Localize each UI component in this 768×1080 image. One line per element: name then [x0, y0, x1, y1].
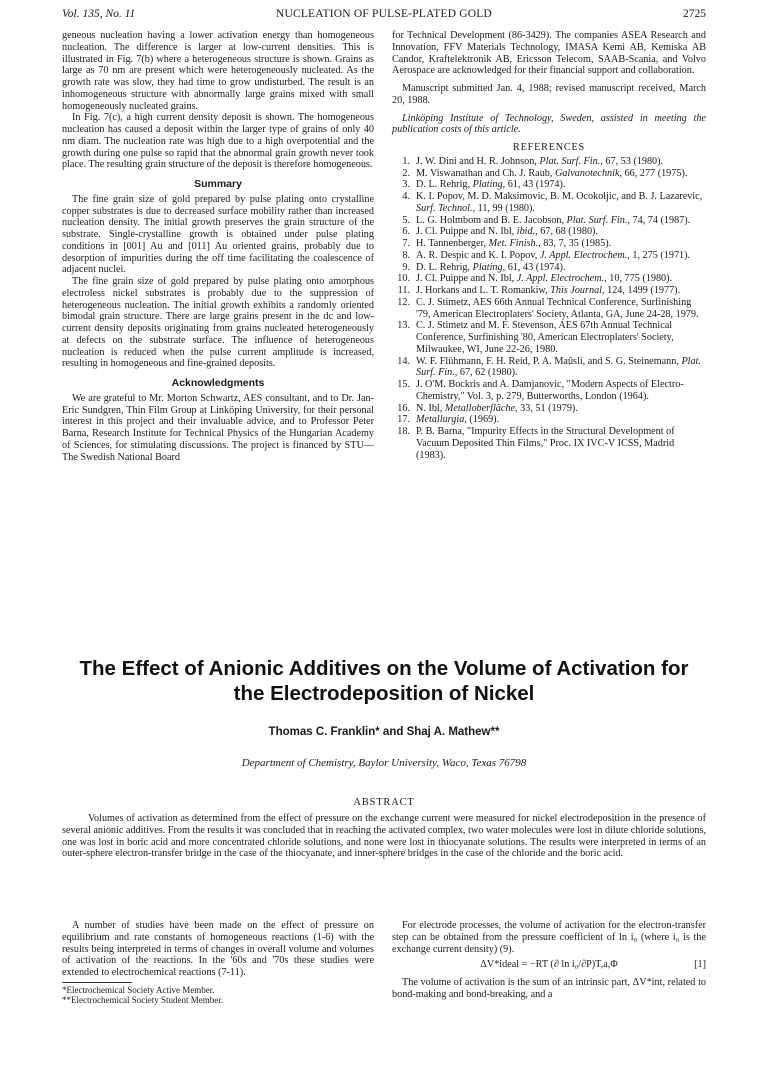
reference-authors: N. Ibl, — [416, 402, 445, 414]
volume-issue: Vol. 135, No. 11 — [62, 8, 136, 20]
reference-details: , 67, 62 (1980). — [454, 367, 518, 379]
references-heading: REFERENCES — [513, 142, 585, 153]
author-affiliation: Department of Chemistry, Baylor University, Waco, Texas 76798 — [241, 757, 527, 769]
reference-authors: J. W. Dini and H. R. Johnson, — [416, 155, 540, 167]
reference-item — [392, 403, 706, 415]
reference-authors: M. Viswanathan and Ch. J. Raub, — [416, 167, 555, 179]
page-number: 2725 — [683, 8, 706, 20]
reference-number: 12. — [397, 296, 410, 308]
reference-item — [392, 426, 706, 461]
reference-journal: Surf. Technol. — [416, 202, 473, 214]
reference-details: , 124, 1499 (1977). — [602, 285, 681, 296]
reference-number: 8. — [402, 249, 410, 261]
reference-number: 2. — [402, 167, 410, 179]
journal-page — [62, 0, 706, 1080]
reference-authors: C. J. Stimetz and M. F. Stevenson, AES 67th Annual Technical Conference, Surfinishing '80, American Electroplaters' Society, Milwaukee, WI, June 22-26, 1980. — [416, 320, 674, 355]
footnote: **Electrochemical Society Student Member. — [62, 994, 223, 1005]
reference-details: , 74, 74 (1987). — [627, 214, 691, 226]
reference-authors: A. R. Despic and K. I. Popov, — [416, 249, 540, 261]
abstract-heading: ABSTRACT — [353, 797, 415, 808]
reference-authors: K. I. Popov, M. D. Maksimovic, B. M. Ocokoljic, and B. J. Lazarevic, — [416, 191, 703, 202]
reference-item — [392, 179, 706, 191]
intro-paragraph: A number of studies have been made on the effect of pressure on equilibrium and rate constants of homogeneous reactions (1-6) with the results being interpreted in terms of changes in overall volume and volumes of activation of the reactions. In the '60s and '70s these studies were extended to electrochemical reactions (7-11). — [62, 920, 374, 978]
reference-item — [392, 215, 706, 227]
reference-number: 1. — [402, 155, 410, 167]
reference-item — [392, 320, 706, 355]
reference-number: 16. — [397, 402, 410, 414]
summary-heading: Summary — [194, 178, 242, 190]
reference-number: 6. — [402, 226, 410, 238]
reference-item — [392, 285, 706, 297]
left-column-top — [62, 30, 374, 463]
acknowledgments-continuation: for Technical Development (86-3429). The companies ASEA Research and Innovation, FFV Materials Technology, IMASA Kemi AB, Kemiska AB Candor, Kraftelektronik AB, Ericsson Telecom, SAAB-Scania, and Volvo Aerospace are acknowledged for their financial support and collaboration. — [392, 30, 706, 77]
reference-authors: D. L. Rehrig, — [416, 261, 473, 273]
reference-item — [392, 156, 706, 168]
reference-journal: Plat. Surf. Fin. — [416, 355, 701, 379]
article-title — [62, 656, 706, 706]
reference-item — [392, 250, 706, 262]
left-column-bottom — [62, 920, 374, 1005]
running-title: NUCLEATION OF PULSE-PLATED GOLD — [275, 8, 493, 20]
reference-authors: J. Horkans and L. T. Romankiw, — [416, 285, 551, 296]
reference-item — [392, 356, 706, 380]
right-column-top — [392, 30, 706, 461]
reference-item — [392, 379, 706, 403]
reference-item — [392, 414, 706, 426]
reference-journal: Plating — [472, 261, 503, 273]
reference-authors: D. L. Rehrig, — [416, 179, 473, 191]
acknowledgments-paragraph: We are grateful to Mr. Morton Schwartz, AES consultant, and to Dr. Jan-Eric Sundgren, Thin Film Group at Linköping University, for their personal interest in this project and their invaluable advice, and to Professor Peter Barna, Research Institute for Technical Physics of the Hungarian Academy of Sciences, for stimulating discussions. The project is financed by STU—The Swedish National Board — [62, 392, 374, 463]
right-column-bottom — [392, 920, 706, 1001]
reference-journal: Metallurgia — [416, 414, 465, 426]
reference-authors: J. Cl. Puippe and N. Ibl, — [416, 226, 517, 238]
title-line: The Effect of Anionic Additives on the Volume of Activation for — [79, 657, 689, 680]
reference-item — [392, 273, 706, 285]
reference-journal: J. Appl. Electrochem. — [516, 273, 605, 285]
reference-details: , (1969). — [464, 414, 500, 426]
reference-details: , 61, 43 (1974). — [502, 179, 566, 191]
abstract-text: Volumes of activation as determined from the effect of pressure on the exchange current were measured for nickel electrodeposition in the presence of several anionic additives. From the results it was concluded that in reaching the activated complex, two water molecules were lost in dilute chloride solutions, one was lost in boric acid and more concentrated chloride solutions, and none were lost in thiocyanate solutions. The results were interpreted in terms of an outer-sphere electron-transfer bridge in the case of the thiocyanate, and inner-sphere bridges in the case of the chloride and the boric acid. — [62, 813, 706, 860]
reference-details: , 11, 99 (1980). — [472, 202, 535, 214]
body-paragraph: In Fig. 7(c), a high current density deposit is shown. The homogeneous nucleation has caused a deposit within the larger type of grains of only 40 nm diam. The nucleation rate was high due to a high overpotential and the growth during one pulse so rapid that the abnormal grain growth never took place. The resulting grain structure of the deposit is therefore homogeneous. — [62, 112, 374, 171]
reference-journal: This Journal — [550, 285, 603, 296]
equation-1 — [392, 959, 706, 974]
reference-number: 11. — [397, 285, 410, 296]
author-names: Thomas C. Franklin* and Shaj A. Mathew** — [268, 726, 500, 738]
institute-note: Linköping Institute of Technology, Sweden, assisted in meeting the publication costs of this article. — [392, 112, 706, 136]
reference-number: 5. — [402, 214, 410, 226]
reference-item — [392, 191, 706, 215]
reference-number: 7. — [402, 238, 410, 249]
reference-item — [392, 262, 706, 274]
reference-journal: Plat. Surf. Fin. — [566, 214, 628, 226]
reference-details: , 33, 51 (1979). — [515, 402, 578, 414]
reference-details: , 66, 277 (1975). — [619, 167, 688, 179]
reference-details: , 10, 775 (1980). — [604, 273, 673, 285]
summary-paragraph: The fine grain size of gold prepared by pulse plating onto amorphous electroless nickel substrates is probably due to the suppression of heterogeneous nucleation. The initial growth exhibits a randomly oriented bimodal grain structure. There are large grains present in the dc and low-current density deposits originating from grains nucleated heterogeneously at defects on the substrate surface. The influence of heterogeneous nucleation is reduced when the pulse current amplitude is increased, resulting in homogeneous and fine-grained deposits. — [62, 276, 374, 370]
reference-number: 3. — [402, 179, 410, 191]
footnote: *Electrochemical Society Active Member. — [62, 984, 215, 995]
reference-journal: J. Appl. Electrochem. — [539, 249, 628, 261]
reference-number: 14. — [397, 355, 410, 367]
reference-number: 10. — [397, 273, 410, 285]
reference-authors: L. G. Holmbom and B. E. Jacobson, — [416, 214, 567, 226]
reference-item — [392, 226, 706, 238]
running-header — [62, 8, 706, 24]
reference-authors: W. F. Flühmann, F. H. Reid, P. A. Maûsli, and S. G. Steinemann, — [416, 355, 682, 367]
equation-number: [1] — [694, 959, 706, 971]
reference-number: 4. — [402, 191, 410, 202]
reference-item — [392, 297, 706, 321]
reference-item — [392, 168, 706, 180]
reference-details: , 83, 7, 35 (1985). — [538, 238, 612, 249]
reference-journal: ibid. — [516, 226, 536, 238]
reference-journal: Galvanotechnik — [554, 167, 620, 179]
reference-journal: Metalloberfläche — [444, 402, 516, 414]
reference-number: 18. — [397, 426, 410, 437]
reference-journal: Plat. Surf. Fin. — [539, 155, 601, 167]
title-line: the Electrodeposition of Nickel — [233, 682, 535, 705]
footnote-divider — [62, 982, 132, 983]
reference-authors: H. Tannenberger, — [416, 238, 489, 249]
reference-number: 9. — [402, 261, 410, 273]
manuscript-note: Manuscript submitted Jan. 4, 1988; revised manuscript received, March 20, 1988. — [392, 83, 706, 106]
reference-item — [392, 238, 706, 250]
reference-details: , 61, 43 (1974). — [502, 261, 566, 273]
summary-paragraph: The fine grain size of gold prepared by pulse plating onto crystalline copper substrates is due to decreased surface mobility rather than increased nucleation density. The initial growth preserves the grain structure of the substrate. Single-crystalline growth is obtained under pulse plating conditions in [001] Au and [011] Au oriented grains, probably due to desorption of impurities during the off time facilitating the coalescence of adjacent nuclei. — [62, 193, 374, 276]
reference-authors: J. Cl. Puippe and N. Ibl, — [416, 273, 517, 285]
reference-details: , 1, 275 (1971). — [627, 249, 691, 261]
body-paragraph: For electrode processes, the volume of activation for the electron-transfer step can be obtained from the pressure coefficient of ln i₀ (where i₀ is the exchange current density) (9). — [392, 920, 706, 955]
reference-number: 17. — [397, 414, 410, 426]
reference-authors: P. B. Barna, "Impurity Effects in the Structural Development of Vacuum Deposited Thin Films," Proc. IX IVC-V ICSS, Madrid (1983). — [416, 426, 675, 461]
acknowledgments-heading: Acknowledgments — [171, 377, 265, 389]
body-paragraph: geneous nucleation having a lower activation energy than homogeneous nucleation. The difference is larger at low-current densities. This is illustrated in Fig. 7(b) where a heterogeneous structure is shown. Grains as large as 70 nm are present which were heterogeneously nucleated. As the growth rate was slow, they had time to grow undisturbed. The result is an inhomogeneous structure with abnormally large grains mixed with small homogeneously nucleated grains. — [62, 30, 374, 112]
reference-authors: J. O'M. Bockris and A. Damjanovic, "Modern Aspects of Electro-Chemistry," Vol. 3, p. 279, Butterworths, London (1964). — [416, 379, 684, 402]
reference-number: 15. — [397, 379, 410, 390]
reference-authors: C. J. Stimetz, AES 66th Annual Technical Conference, Surfinishing '79, American Electroplaters' Society, Atlanta, GA, June 24-28, 1979. — [416, 296, 699, 320]
reference-journal: Plating — [472, 179, 503, 191]
reference-details: , 67, 68 (1980). — [535, 226, 598, 238]
reference-journal: Met. Finish. — [488, 238, 539, 249]
reference-details: , 67, 53 (1980). — [600, 155, 664, 167]
reference-number: 13. — [397, 320, 410, 332]
body-paragraph: The volume of activation is the sum of an intrinsic part, ΔV*int, related to bond-making and bond-breaking, and a — [392, 977, 706, 1000]
equation-expression: ΔV*ideal = −RT (∂ ln i₀/∂P)T,a,Φ — [480, 959, 618, 971]
reference-list — [392, 156, 706, 462]
